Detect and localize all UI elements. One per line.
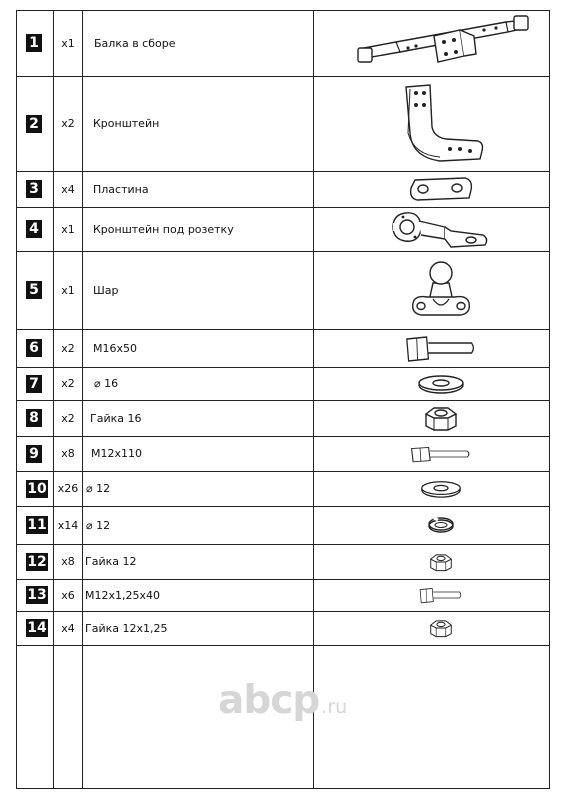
part-number-badge: 11: [27, 517, 47, 533]
part-quantity: x26: [57, 482, 79, 495]
part-quantity: x14: [57, 518, 79, 532]
nut-icon: [428, 618, 454, 638]
part-name: Гайка 12x1,25: [85, 621, 168, 635]
part-number-badge: 9: [26, 445, 42, 463]
washer-icon: [420, 480, 462, 498]
tow-ball-icon: [409, 259, 473, 321]
bolt-icon: [410, 445, 472, 463]
part-quantity: x1: [61, 222, 75, 236]
part-quantity: x2: [61, 341, 75, 355]
part-number-badge: 12: [27, 553, 47, 570]
part-quantity: x8: [61, 555, 75, 568]
part-name: Пластина: [93, 182, 149, 196]
part-number-badge: 14: [27, 620, 47, 636]
table-row-rule: [16, 788, 550, 789]
part-name: Гайка 12: [85, 555, 137, 568]
part-quantity: x6: [61, 588, 75, 602]
part-name: Балка в сборе: [94, 36, 176, 50]
part-number-badge: 3: [26, 180, 42, 198]
nut-icon: [428, 552, 454, 572]
part-name: Кронштейн: [93, 117, 160, 130]
part-name: ⌀ 12: [86, 482, 111, 495]
part-quantity: x8: [61, 447, 75, 460]
part-quantity: x2: [61, 377, 75, 390]
part-name: ⌀ 16: [94, 377, 119, 390]
part-number-badge: 2: [26, 115, 42, 133]
part-name: Шар: [93, 283, 119, 297]
bolt-icon: [419, 586, 463, 604]
part-number-badge: 1: [26, 34, 42, 52]
part-number-badge: 7: [26, 375, 42, 393]
hitch-beam-icon: [356, 14, 536, 72]
bolt-icon: [405, 333, 477, 363]
part-name: Кронштейн под розетку: [93, 222, 234, 236]
washer-icon: [417, 374, 465, 394]
table-row-rule: [16, 645, 550, 646]
watermark-main: abcp: [218, 678, 320, 723]
part-name: ⌀ 12: [86, 518, 111, 532]
part-quantity: x1: [61, 36, 75, 50]
part-quantity: x2: [61, 411, 75, 425]
part-number-badge: 13: [27, 587, 47, 603]
bracket-icon: [396, 83, 486, 165]
nut-icon: [422, 404, 460, 432]
plate-icon: [407, 174, 475, 204]
part-name: M12x110: [91, 447, 142, 460]
part-quantity: x1: [61, 283, 75, 297]
abcp-watermark: [218, 678, 347, 723]
part-number-badge: 10: [27, 480, 47, 497]
part-number-badge: 4: [26, 220, 42, 238]
watermark-suffix: .ru: [321, 696, 348, 718]
socket-bracket-icon: [391, 209, 491, 249]
spring-washer-icon: [426, 515, 456, 535]
part-number-badge: 8: [26, 409, 42, 427]
part-name: M16x50: [93, 341, 137, 355]
part-number-badge: 5: [26, 281, 42, 299]
part-quantity: x4: [61, 182, 75, 196]
part-name: M12x1,25x40: [85, 588, 160, 602]
part-quantity: x2: [61, 117, 75, 130]
part-number-badge: 6: [26, 339, 42, 357]
part-name: Гайка 16: [90, 411, 142, 425]
part-quantity: x4: [61, 621, 75, 635]
